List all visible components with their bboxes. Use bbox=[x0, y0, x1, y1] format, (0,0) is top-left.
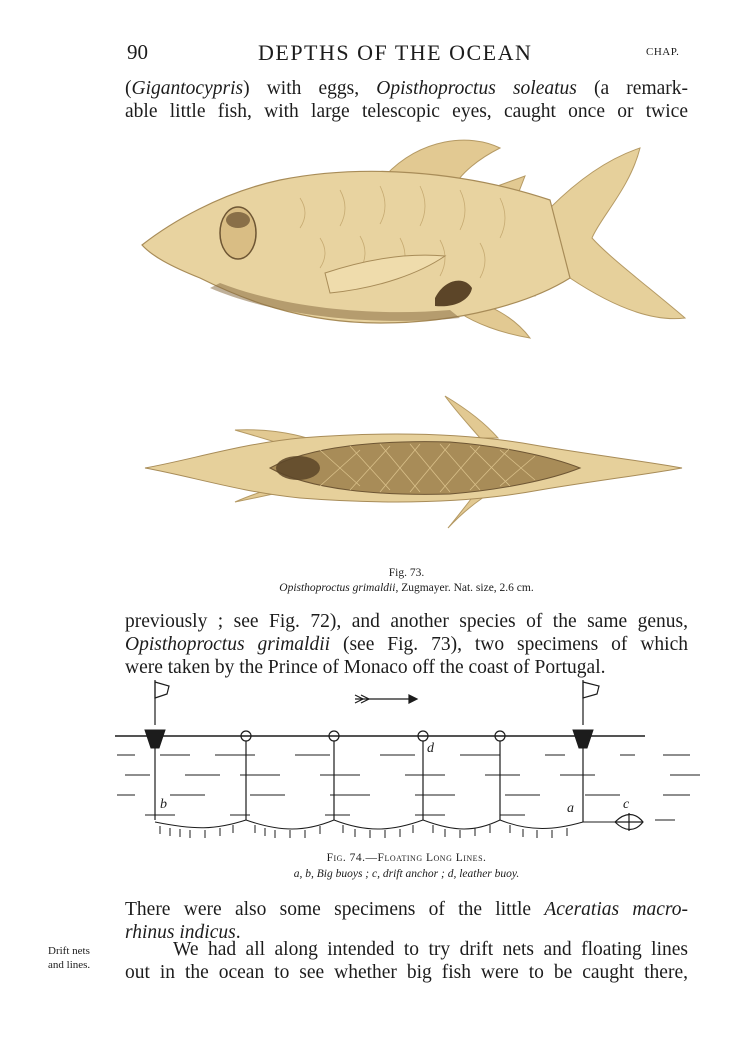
page-number: 90 bbox=[127, 40, 148, 64]
fish-lateral-view bbox=[142, 140, 685, 338]
letter-d: d bbox=[427, 741, 434, 756]
leather-buoys bbox=[241, 731, 505, 820]
margin-note-line-2: and lines. bbox=[48, 959, 91, 971]
figure-73-caption-rest: , Zugmayer. Nat. size, 2.6 cm. bbox=[395, 582, 534, 594]
drift-anchor-c bbox=[615, 813, 643, 831]
big-buoy-a bbox=[573, 680, 599, 822]
letter-a: a bbox=[567, 801, 574, 816]
long-line bbox=[155, 820, 615, 838]
letter-c: c bbox=[623, 797, 630, 812]
drift-direction-arrow bbox=[355, 695, 417, 703]
taxon-gigantocypris: Gigantocypris bbox=[131, 78, 244, 99]
chapter-abbrev: CHAP. bbox=[646, 46, 680, 58]
figure-73-caption bbox=[125, 582, 688, 594]
paragraph-3-line-2: rhinus indicus. bbox=[125, 922, 241, 943]
taxon-opisthoproctus-soleatus: Opisthoproctus soleatus bbox=[376, 78, 577, 99]
figure-74-diagram bbox=[115, 680, 705, 850]
running-title: DEPTHS OF THE OCEAN bbox=[258, 40, 533, 65]
paragraph-2-line-2: Opisthoproctus grimaldii (see Fig. 73), two specimens of which bbox=[125, 634, 688, 655]
margin-note-line-1: Drift nets bbox=[48, 945, 90, 957]
figure-73-label: Fig. 73. bbox=[388, 567, 425, 579]
paragraph-2-line-3: were taken by the Prince of Monaco off the coast of Portugal. bbox=[125, 657, 606, 678]
fish-ventral-view bbox=[145, 396, 682, 528]
figure-73-species: Opisthoproctus grimaldii bbox=[279, 582, 396, 594]
paragraph-2-line-1: previously ; see Fig. 72), and another species of the same genus, bbox=[125, 611, 688, 632]
paragraph-4-line-1: We had all along intended to try drift nets and floating lines bbox=[173, 939, 688, 960]
taxon-opisthoproctus-grimaldii: Opisthoproctus grimaldii bbox=[125, 634, 331, 655]
paragraph-2 bbox=[125, 610, 688, 679]
taxon-aceratias: Aceratias macro- bbox=[544, 899, 688, 920]
figure-74-label: Fig. 74.—Floating Long Lines. bbox=[326, 852, 487, 864]
paragraph-1-line-2: able little fish, with large telescopic eyes, caught once or twice bbox=[125, 101, 688, 122]
figure-73-illustration bbox=[130, 128, 690, 564]
wave-dashes bbox=[117, 755, 700, 820]
paragraph-1-line-1: (Gigantocypris) with eggs, Opisthoproctus soleatus (a remark- bbox=[125, 78, 689, 99]
paragraph-4 bbox=[125, 938, 688, 984]
paragraph-3-line-1: There were also some specimens of the little Aceratias macro- bbox=[125, 899, 688, 920]
letter-b: b bbox=[160, 797, 167, 812]
figure-74-legend: a, b, Big buoys ; c, drift anchor ; d, leather buoy. bbox=[293, 868, 520, 880]
margin-note bbox=[48, 944, 90, 972]
paragraph-1 bbox=[125, 77, 688, 123]
paragraph-4-line-2: out in the ocean to see whether big fish were to be caught there, bbox=[125, 962, 688, 983]
